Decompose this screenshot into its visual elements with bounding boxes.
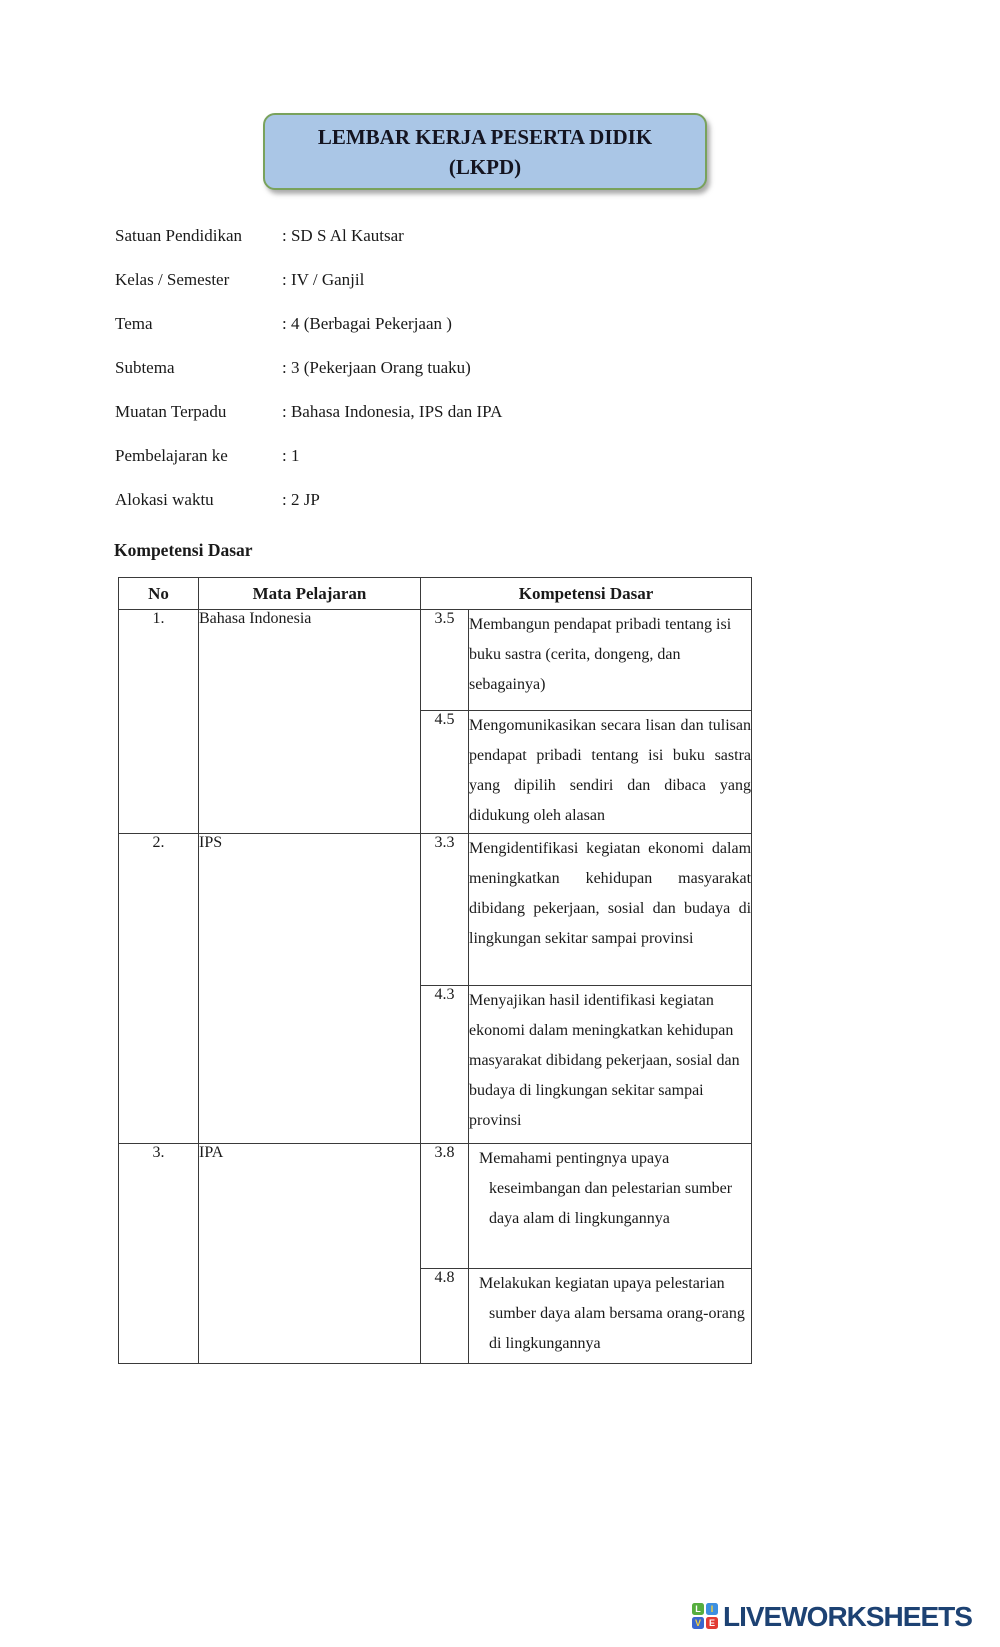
- meta-value: : IV / Ganjil: [282, 270, 365, 289]
- meta-row-alokasi-waktu: [115, 490, 715, 534]
- meta-label: Satuan Pendidikan: [115, 226, 243, 245]
- logo-square-v: V: [692, 1617, 704, 1629]
- column-header-kompetensi-dasar: Kompetensi Dasar: [421, 578, 752, 610]
- section-heading-kompetensi-dasar: Kompetensi Dasar: [114, 540, 253, 560]
- meta-label: Tema: [115, 314, 153, 333]
- subject-ipa: IPA: [199, 1144, 421, 1364]
- kd-code: 4.5: [421, 711, 469, 834]
- meta-value: : 3 (Pekerjaan Orang tuaku): [282, 358, 471, 377]
- meta-label: Subtema: [115, 358, 175, 377]
- meta-value: : 1: [282, 446, 300, 465]
- row-number: 3.: [119, 1144, 199, 1364]
- table-row: [119, 1144, 752, 1269]
- kd-text: Membangun pendapat pribadi tentang isi buku sastra (cerita, dongeng, dan sebagainya): [469, 610, 752, 711]
- column-header-no: No: [119, 578, 199, 610]
- worksheet-title-banner: [263, 113, 707, 190]
- liveworksheets-logo[interactable]: [692, 1601, 972, 1633]
- kompetensi-dasar-table: [118, 577, 752, 1364]
- logo-square-e: E: [706, 1617, 718, 1629]
- meta-value: : 4 (Berbagai Pekerjaan ): [282, 314, 452, 333]
- meta-row-pembelajaran-ke: [115, 446, 715, 490]
- meta-label: Muatan Terpadu: [115, 402, 227, 421]
- column-header-mata-pelajaran: Mata Pelajaran: [199, 578, 421, 610]
- row-number: 1.: [119, 610, 199, 834]
- kd-text: Menyajikan hasil identifikasi kegiatan ekonomi dalam meningkatkan kehidupan masyarakat dibidang pekerjaan, sosial dan budaya di lingkungan sekitar sampai provinsi: [469, 986, 752, 1144]
- meta-row-muatan-terpadu: [115, 402, 715, 446]
- meta-row-subtema: [115, 358, 715, 402]
- meta-label: Pembelajaran ke: [115, 446, 228, 465]
- row-number: 2.: [119, 834, 199, 1144]
- worksheet-title-line2: (LKPD): [448, 154, 522, 179]
- kd-text: Mengomunikasikan secara lisan dan tulisan pendapat pribadi tentang isi buku sastra yang dipilih sendiri dan dibaca yang didukung oleh alasan: [469, 711, 752, 834]
- meta-row-satuan-pendidikan: [115, 226, 715, 270]
- kd-code: 4.3: [421, 986, 469, 1144]
- liveworksheets-icon: [692, 1603, 719, 1631]
- meta-row-tema: [115, 314, 715, 358]
- table-header-row: [119, 578, 752, 610]
- meta-value: : SD S Al Kautsar: [282, 226, 404, 245]
- meta-label: Kelas / Semester: [115, 270, 230, 289]
- meta-value: : Bahasa Indonesia, IPS dan IPA: [282, 402, 503, 421]
- meta-label: Alokasi waktu: [115, 490, 214, 509]
- table-row: [119, 610, 752, 711]
- kd-text: Mengidentifikasi kegiatan ekonomi dalam meningkatkan kehidupan masyarakat dibidang pekerjaan, sosial dan budaya di lingkungan sekitar sampai provinsi: [469, 834, 752, 986]
- worksheet-metadata: [115, 226, 715, 534]
- worksheet-title-line1: LEMBAR KERJA PESERTA DIDIK: [317, 124, 653, 149]
- subject-bahasa-indonesia: Bahasa Indonesia: [199, 610, 421, 834]
- table-row: [119, 834, 752, 986]
- kd-code: 3.5: [421, 610, 469, 711]
- kd-code: 3.8: [421, 1144, 469, 1269]
- logo-square-l: L: [692, 1603, 704, 1615]
- meta-value: : 2 JP: [282, 490, 320, 509]
- kd-code: 3.3: [421, 834, 469, 986]
- logo-square-i: I: [706, 1603, 718, 1615]
- subject-ips: IPS: [199, 834, 421, 1144]
- kd-text: Memahami pentingnya upaya keseimbangan dan pelestarian sumber daya alam di lingkungannya: [469, 1144, 752, 1269]
- liveworksheets-wordmark: LIVEWORKSHEETS: [723, 1601, 972, 1632]
- meta-row-kelas-semester: [115, 270, 715, 314]
- kd-text: Melakukan kegiatan upaya pelestarian sumber daya alam bersama orang-orang di lingkungannya: [469, 1269, 752, 1364]
- kd-code: 4.8: [421, 1269, 469, 1364]
